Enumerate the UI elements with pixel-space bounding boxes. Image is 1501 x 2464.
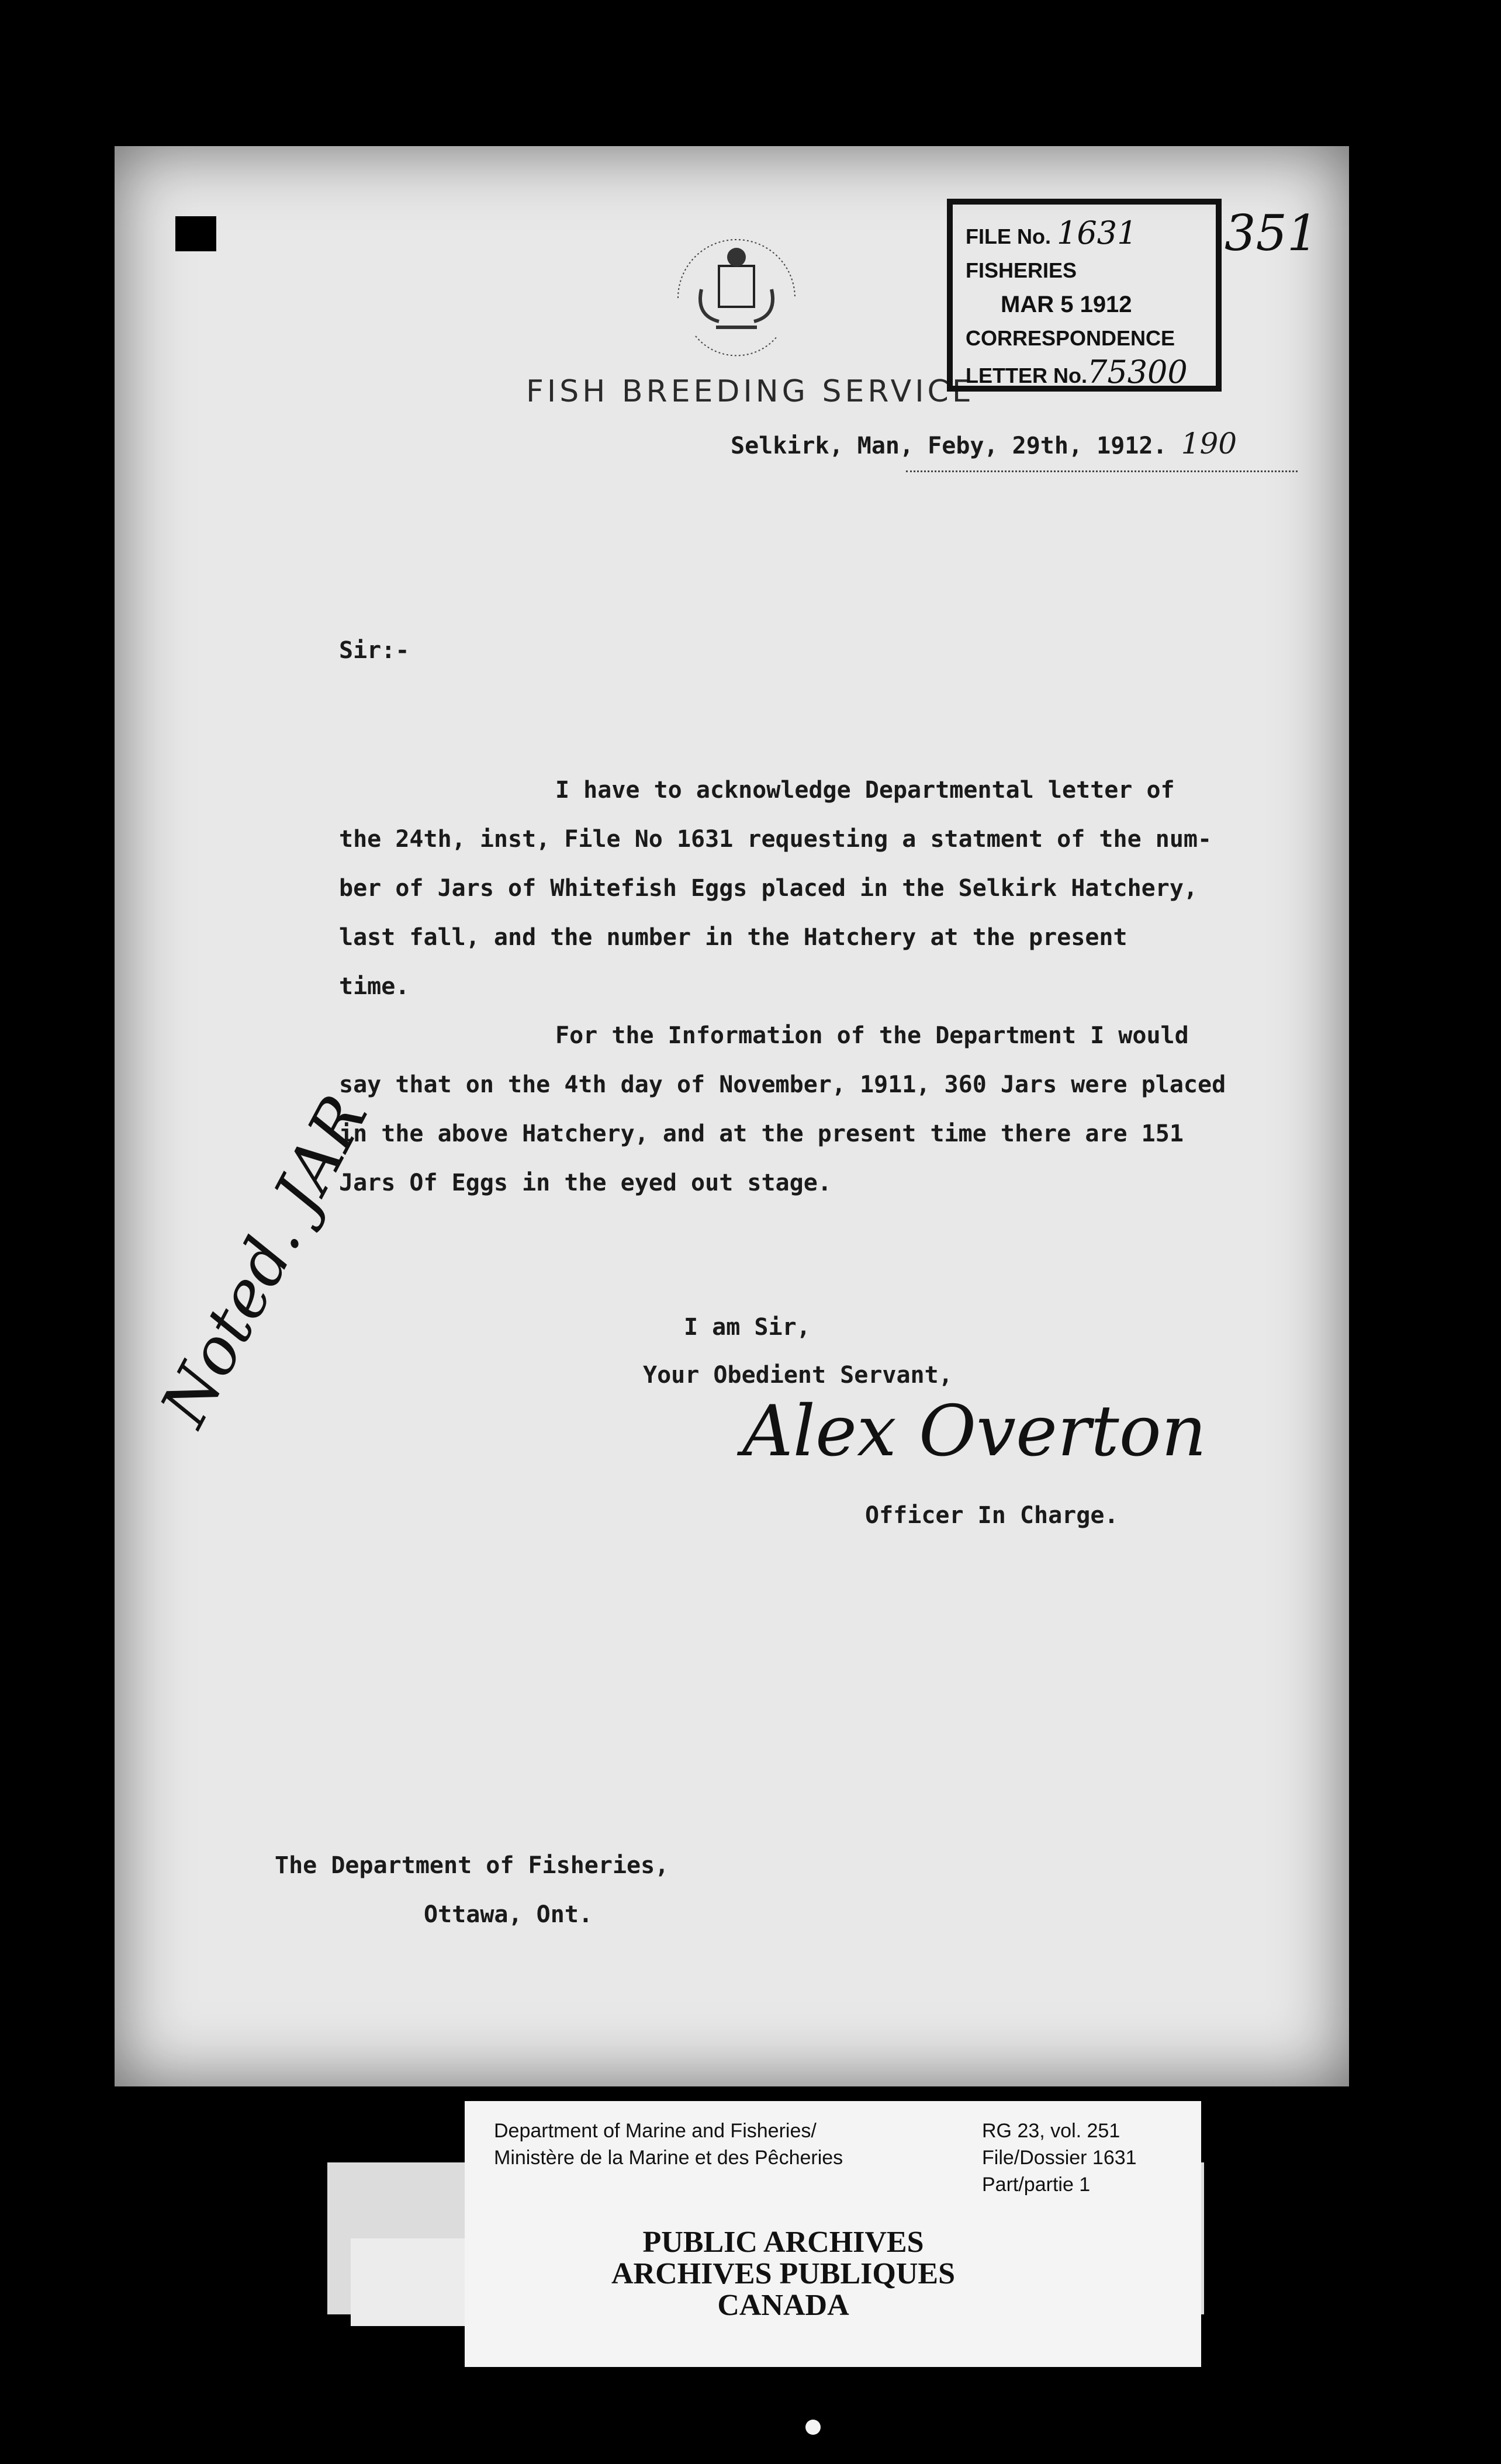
letterhead-service: FISH BREEDING SERVICE xyxy=(526,374,975,409)
body-line: the 24th, inst, File No 1631 requesting a statment of the num- xyxy=(339,826,1212,853)
signatory-title: Officer In Charge. xyxy=(865,1502,1119,1529)
received-stamp xyxy=(947,199,1222,392)
stamp-date: MAR 5 1912 xyxy=(1001,292,1132,317)
body-line: ber of Jars of Whitefish Eggs placed in the Selkirk Hatchery, xyxy=(339,875,1198,902)
date-dotted-line xyxy=(906,470,1298,472)
stamp-correspondence: CORRESPONDENCE xyxy=(966,326,1175,350)
coat-of-arms-icon xyxy=(660,234,812,368)
recipient-address xyxy=(275,1841,669,1939)
archives-stamp xyxy=(608,2227,959,2321)
archives-line: PUBLIC ARCHIVES xyxy=(642,2226,924,2259)
stamp-dept: FISHERIES xyxy=(966,258,1077,282)
margin-note: Noted. JAR xyxy=(146,1083,382,1438)
stamp-letter-no: LETTER No.75300 xyxy=(966,354,1188,390)
folio-number: 351 xyxy=(1225,205,1319,262)
archives-line: ARCHIVES PUBLIQUES xyxy=(611,2257,956,2290)
archives-line: CANADA xyxy=(717,2289,849,2322)
printed-year: 190 xyxy=(1181,427,1237,461)
body-line: last fall, and the number in the Hatchery at the present xyxy=(339,924,1128,951)
stamp-file-no: FILE No. 1631 xyxy=(966,214,1137,251)
closing xyxy=(643,1303,953,1399)
archive-rg: RG 23, vol. 251 xyxy=(982,2120,1120,2142)
signature: Alex Overton xyxy=(742,1391,1207,1472)
punch-mark xyxy=(175,216,216,251)
dept-en: Department of Marine and Fisheries/ xyxy=(494,2120,817,2142)
dept-fr: Ministère de la Marine et des Pêcheries xyxy=(494,2147,843,2169)
body-line: say that on the 4th day of November, 1911, 360 Jars were placed xyxy=(339,1071,1226,1098)
archive-dept xyxy=(494,2117,843,2171)
archive-file: File/Dossier 1631 xyxy=(982,2147,1137,2169)
body-line: For the Information of the Department I would xyxy=(555,1022,1189,1049)
body-line: I have to acknowledge Departmental letter of xyxy=(555,777,1175,804)
body-line: Jars Of Eggs in the eyed out stage. xyxy=(339,1169,832,1196)
closing-line: I am Sir, xyxy=(684,1314,811,1341)
film-mark xyxy=(805,2420,821,2435)
salutation: Sir:- xyxy=(339,637,410,664)
body-line: in the above Hatchery, and at the present time there are 151 xyxy=(339,1120,1184,1147)
body-line: time. xyxy=(339,973,410,1000)
archive-reference xyxy=(982,2117,1137,2198)
closing-line: Your Obedient Servant, xyxy=(643,1362,953,1389)
address-line: Ottawa, Ont. xyxy=(424,1901,593,1928)
letter-body xyxy=(339,766,1274,1207)
dateline: Selkirk, Man, Feby, 29th, 1912. 190 xyxy=(731,427,1237,461)
address-line: The Department of Fisheries, xyxy=(275,1852,669,1879)
archive-part: Part/partie 1 xyxy=(982,2174,1091,2196)
